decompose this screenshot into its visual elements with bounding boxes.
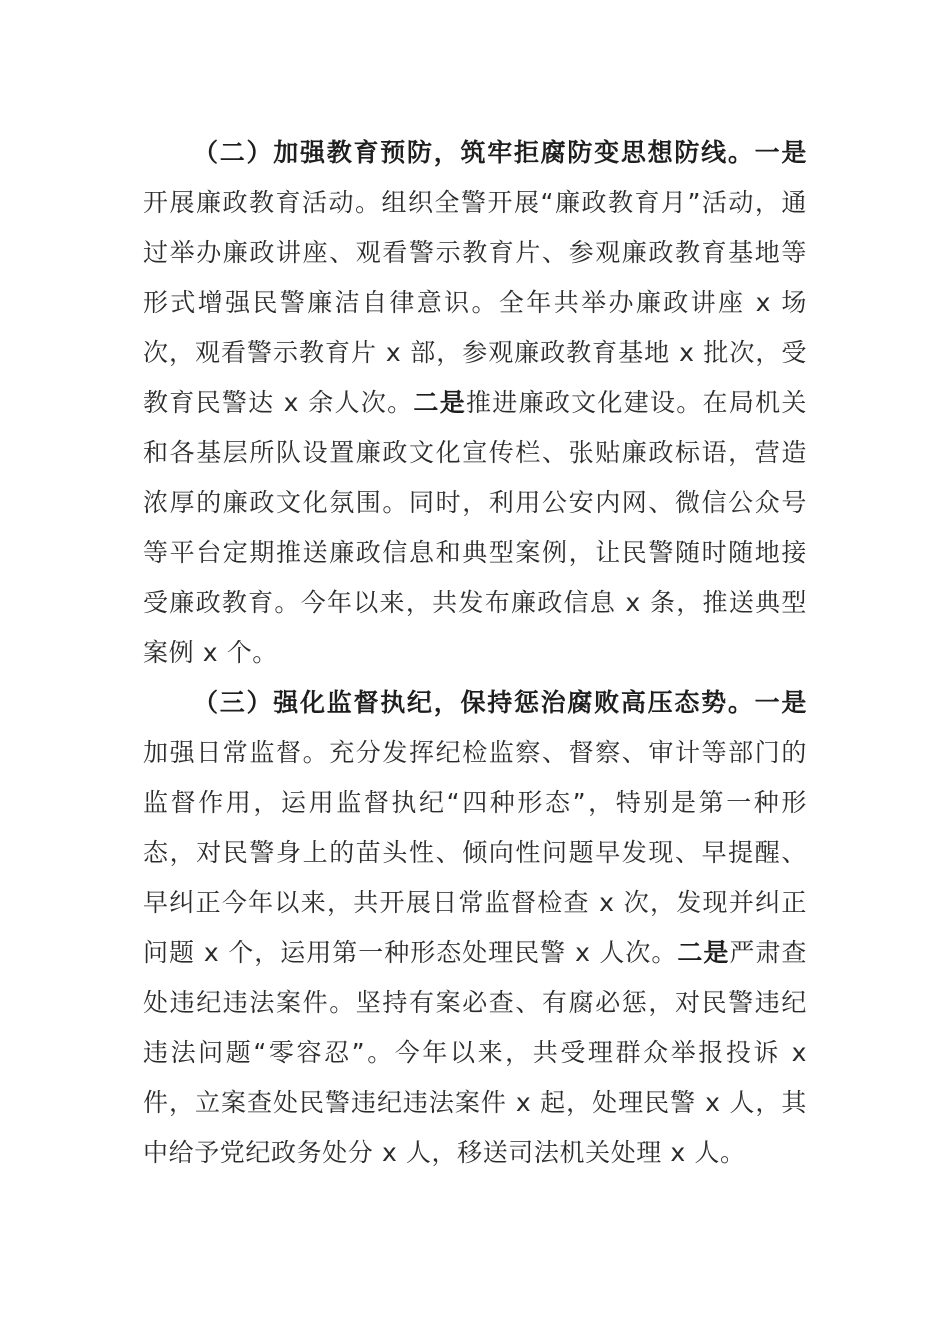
point-marker: 一是 xyxy=(754,138,808,167)
document-body xyxy=(143,128,807,1178)
section-heading: （三）强化监督执纪，保持惩治腐败高压态势。 xyxy=(193,688,755,717)
point-text: 推进廉政文化建设。在局机关和各基层所队设置廉政文化宣传栏、张贴廉政标语，营造浓厚的廉政文化氛围。同时，利用公安内网、微信公众号等平台定期推送廉政信息和典型案例，让民警随时随地接受廉政教育。今年以来，共发布廉政信息 x 条，推送典型案例 x 个。 xyxy=(143,388,808,667)
paragraph-education-prevention xyxy=(143,128,807,678)
point-text: 加强日常监督。充分发挥纪检监察、督察、审计等部门的监督作用，运用监督执纪“四种形态”，特别是第一种形态，对民警身上的苗头性、倾向性问题早发现、早提醒、早纠正今年以来，共开展日常监督检查 x 次，发现并纠正问题 x 个，运用第一种形态处理民警 x 人次。 xyxy=(143,738,807,967)
point-marker: 二是 xyxy=(677,938,730,967)
point-marker: 二是 xyxy=(413,388,466,417)
point-text: 严肃查处违纪违法案件。坚持有案必查、有腐必惩，对民警违纪违法问题“零容忍”。今年以来，共受理群众举报投诉 x 件，立案查处民警违纪违法案件 x 起，处理民警 x 人，其中给予党纪政务处分 x 人，移送司法机关处理 x 人。 xyxy=(143,938,808,1167)
paragraph-supervision-discipline xyxy=(143,678,807,1178)
section-heading: （二）加强教育预防，筑牢拒腐防变思想防线。 xyxy=(193,138,755,167)
point-marker: 一是 xyxy=(754,688,808,717)
point-text: 开展廉政教育活动。组织全警开展“廉政教育月”活动，通过举办廉政讲座、观看警示教育片、参观廉政教育基地等形式增强民警廉洁自律意识。全年共举办廉政讲座 x 场次，观看警示教育片 x 部，参观廉政教育基地 x 批次，受教育民警达 x 余人次。 xyxy=(143,188,807,417)
